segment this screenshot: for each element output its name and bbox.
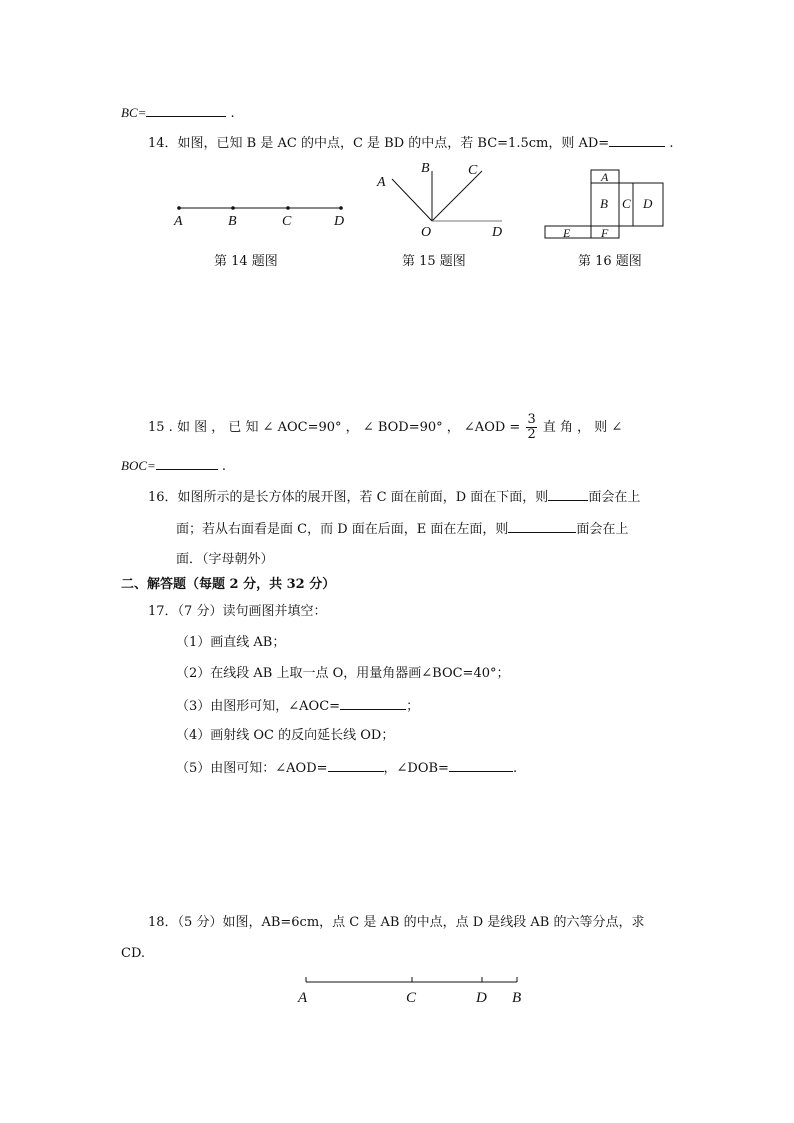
point-c	[286, 206, 290, 210]
answer-blank[interactable]	[146, 104, 226, 117]
question-16-line2: 面；若从右面看是面 C，而 D 面在后面，E 面在左面，则 面会在上	[176, 522, 629, 537]
label-c: C	[468, 163, 478, 178]
question-15: 15 . 如 图 ， 已 知 ∠ AOC=90° ， ∠ BOD=90° ， ∠AOD = $\frac{3}{2}$ 直 角 ， 则 ∠	[148, 412, 623, 442]
question-17-item3: （3）由图形可知，∠AOC= ；	[176, 699, 420, 714]
figure-16	[543, 168, 668, 240]
svg-text:D: D	[643, 196, 653, 211]
svg-text:B: B	[600, 196, 608, 211]
caption-14: 第 14 题图	[214, 254, 278, 269]
caption-15: 第 15 题图	[402, 254, 466, 269]
answer-blank[interactable]	[548, 488, 588, 501]
label-o: O	[421, 225, 432, 240]
question-16-line3: 面．（字母朝外）	[176, 552, 274, 567]
question-15-line2: BOC= .	[121, 458, 227, 474]
question-18-line2: CD.	[121, 946, 146, 961]
label-b: B	[228, 214, 237, 229]
label-d: D	[476, 990, 487, 1006]
question-17-item5: （5）由图可知：∠AOD= ，∠DOB= .	[176, 761, 518, 776]
question-18-line1: 18．（5 分）如图，AB=6cm，点 C 是 AB 的中点，点 D 是线段 AB 的六等分点，求	[148, 915, 645, 930]
answer-blank[interactable]	[340, 697, 406, 710]
label-c: C	[282, 214, 292, 229]
question-14: 14．如图，已知 B 是 AC 的中点，C 是 BD 的中点，若 BC=1.5cm，则 AD= .	[148, 136, 674, 151]
caption-16: 第 16 题图	[578, 254, 642, 269]
ray-oa	[392, 179, 432, 221]
label-b: B	[512, 990, 522, 1006]
svg-text:C: C	[622, 196, 631, 211]
figure-18	[295, 976, 535, 1010]
label-c: C	[406, 990, 417, 1006]
ray-oc	[432, 171, 482, 221]
point-a	[177, 206, 181, 210]
svg-text:E: E	[563, 226, 571, 240]
question-17-item1: （1）画直线 AB；	[176, 635, 286, 650]
label-b: B	[421, 161, 430, 176]
question-17-item4: （4）画射线 OC 的反向延长线 OD；	[176, 728, 395, 743]
point-d	[339, 206, 343, 210]
label-a: A	[298, 990, 308, 1006]
section-2-title: 二、解答题（每题 2 分，共 32 分）	[121, 577, 336, 592]
question-17-item2: （2）在线段 AB 上取一点 O，用量角器画∠BOC=40°；	[176, 666, 510, 681]
answer-blank[interactable]	[328, 759, 384, 772]
question-16-line1: 16．如图所示的是长方体的展开图，若 C 面在前面，D 面在下面，则 面会在上	[148, 490, 641, 505]
question-17-title: 17．（7 分）读句画图并填空：	[148, 604, 327, 619]
label-a: A	[377, 175, 386, 190]
label-d: D	[334, 214, 345, 229]
answer-blank[interactable]	[609, 134, 665, 147]
svg-text:F: F	[601, 226, 609, 240]
figure-15	[372, 155, 512, 240]
figure-14	[170, 198, 355, 230]
answer-blank[interactable]	[449, 759, 513, 772]
label-d: D	[492, 225, 503, 240]
q13-tail: BC= .	[121, 105, 235, 121]
point-b	[231, 206, 235, 210]
label-a: A	[174, 214, 183, 229]
fraction-three-halves: $\frac{3}{2}$	[527, 412, 536, 442]
answer-blank[interactable]	[508, 520, 576, 533]
svg-text:A: A	[601, 170, 609, 184]
answer-blank[interactable]	[156, 457, 218, 470]
